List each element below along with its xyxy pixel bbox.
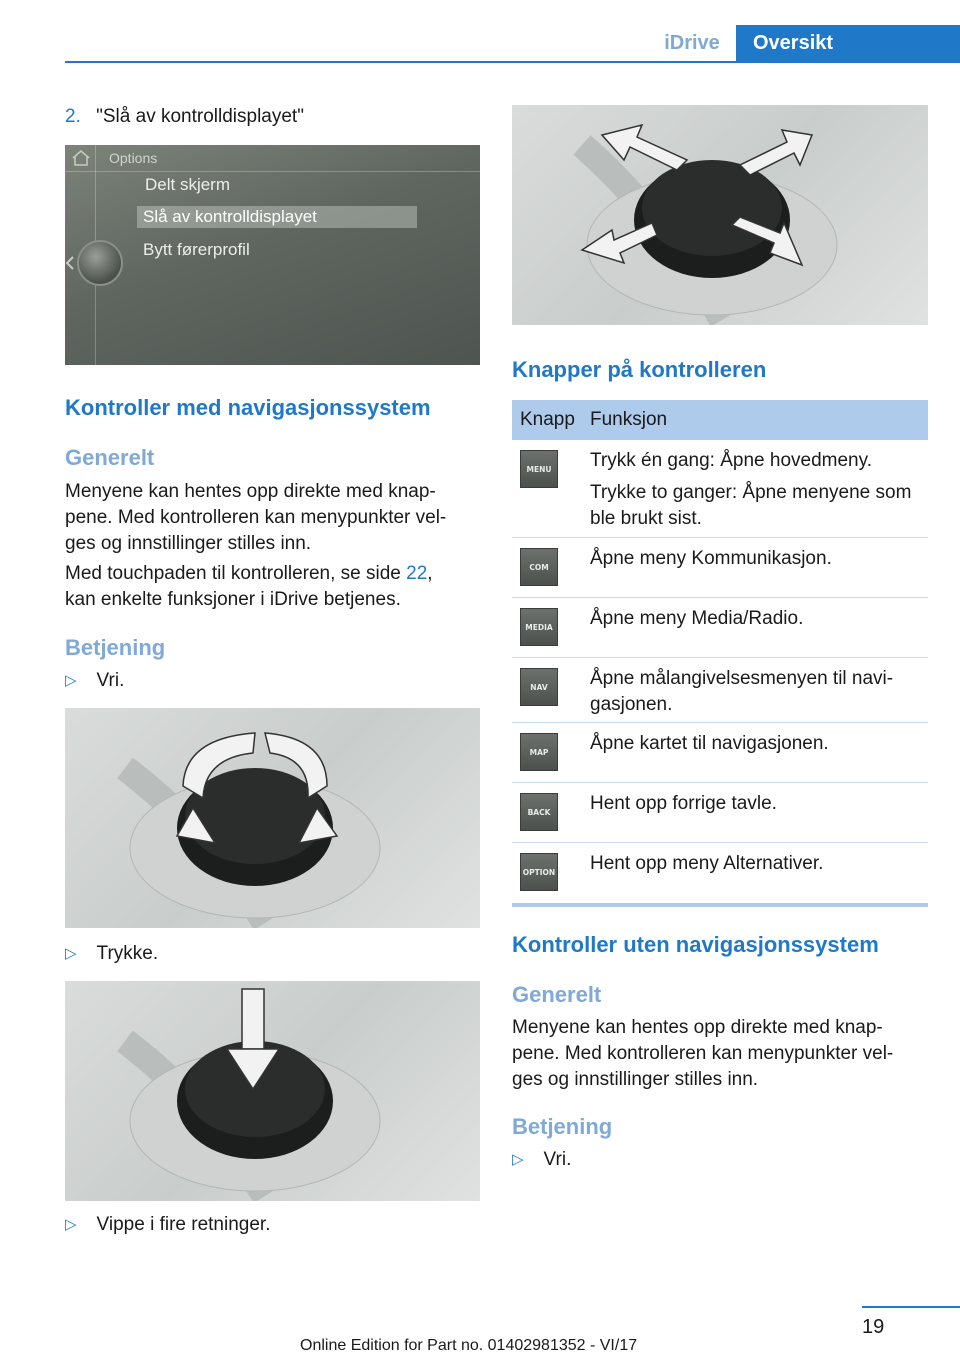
table-header [512,400,928,440]
paragraph-touchpad [65,561,480,613]
table-row [512,723,928,783]
menu-button-icon: MENU [520,450,558,488]
paragraph-menyene [65,479,480,557]
triangle-bullet-icon: ▷ [65,945,77,962]
nav-button-icon: NAV [520,668,558,706]
subheading-betjening-2: Betjening [512,1114,613,1139]
menu-item-bytt-forerprofil: Bytt førerprofil [143,240,250,259]
p1-line1: Menyene kan hentes opp direkte med knap‐ [512,1017,883,1038]
row-text: Åpne kartet til navigasjonen. [590,733,829,754]
step-text: "Slå av kontrolldisplayet" [96,106,304,127]
controller-tilt-image [512,105,928,325]
p1-line1: Menyene kan hentes opp direkte med knap‐ [65,481,436,502]
menu-item-sla-av-highlighted: Slå av kontrolldisplayet [137,206,417,228]
chevron-left-icon [65,255,75,271]
heading-med-nav: Kontroller med navigasjonssystem [65,395,431,420]
step-2 [65,104,304,130]
row-text: Åpne målangivelsesmenyen til navi‐ gasjonen. [590,668,894,715]
table-row [512,783,928,843]
options-screen-image [65,145,480,365]
header-rule [65,61,960,63]
page-number: 19 [862,1316,885,1338]
table-row [512,538,928,598]
page-link-22[interactable]: 22 [406,563,428,584]
p1-line3: ges og innstillinger stilles inn. [65,533,312,554]
bullet-text: Vri. [96,670,125,691]
map-button-icon: MAP [520,733,558,771]
row-text: Trykke to ganger: Åpne menyene som ble brukt sist. [590,482,912,529]
table-row [512,440,928,538]
p1-line2: pene. Med kontrolleren kan menypunkter vel‐ [512,1043,894,1064]
p1-line3: ges og innstillinger stilles inn. [512,1069,759,1090]
p2-text: Med touchpaden til kontrolleren, se side [65,563,407,584]
heading-uten-nav: Kontroller uten navigasjonssystem [512,932,879,957]
row-text: Hent opp forrige tavle. [590,793,777,814]
bullet-text: Vippe i fire retninger. [96,1214,271,1235]
media-button-icon: MEDIA [520,608,558,646]
buttons-table [512,400,928,907]
p2-line2: kan enkelte funksjoner i iDrive betjenes. [65,589,401,610]
home-icon [71,149,91,167]
menu-item-delt-skjerm: Delt skjerm [145,175,231,194]
p2-comma: , [427,563,433,584]
step-number: 2. [65,106,81,127]
row-text: Trykk én gang: Åpne hovedmeny. [590,450,872,471]
p1-line2: pene. Med kontrolleren kan menypunkter vel‐ [65,507,447,528]
controller-knob-icon [77,240,123,286]
row-text: Hent opp meny Alternativer. [590,853,824,874]
paragraph-menyene-2 [512,1015,928,1093]
subheading-generelt-2: Generelt [512,982,602,1007]
triangle-bullet-icon: ▷ [65,1216,77,1233]
controller-rotate-image [65,708,480,928]
table-row [512,598,928,658]
edition-text: Online Edition for Part no. 01402981352 - VI/17 [300,1337,638,1354]
option-button-icon: OPTION [520,853,558,891]
bullet-trykke [65,941,158,967]
table-row [512,658,928,723]
bullet-vri [65,668,124,694]
controller-press-image [65,981,480,1201]
bullet-text: Vri. [543,1149,572,1170]
back-button-icon: BACK [520,793,558,831]
row-text: Åpne meny Media/Radio. [590,608,804,629]
screen-topbar [65,171,480,172]
col-header-knapp: Knapp [520,409,575,430]
triangle-bullet-icon: ▷ [512,1151,524,1168]
screen-title: Options [109,150,158,166]
bullet-vri-2 [512,1147,571,1173]
header-tab-oversikt[interactable]: Oversikt [736,25,960,61]
header-tab-idrive[interactable]: iDrive [664,31,720,54]
table-row [512,843,928,903]
table-bottom-rule [512,903,928,907]
subheading-betjening: Betjening [65,635,166,660]
footer-rule [862,1306,960,1308]
bullet-text: Trykke. [96,943,159,964]
col-header-funksjon: Funksjon [590,409,668,430]
bullet-vippe [65,1212,270,1238]
subheading-generelt: Generelt [65,445,155,470]
com-button-icon: COM [520,548,558,586]
heading-knapper: Knapper på kontrolleren [512,357,767,382]
row-text: Åpne meny Kommunikasjon. [590,548,832,569]
triangle-bullet-icon: ▷ [65,672,77,689]
